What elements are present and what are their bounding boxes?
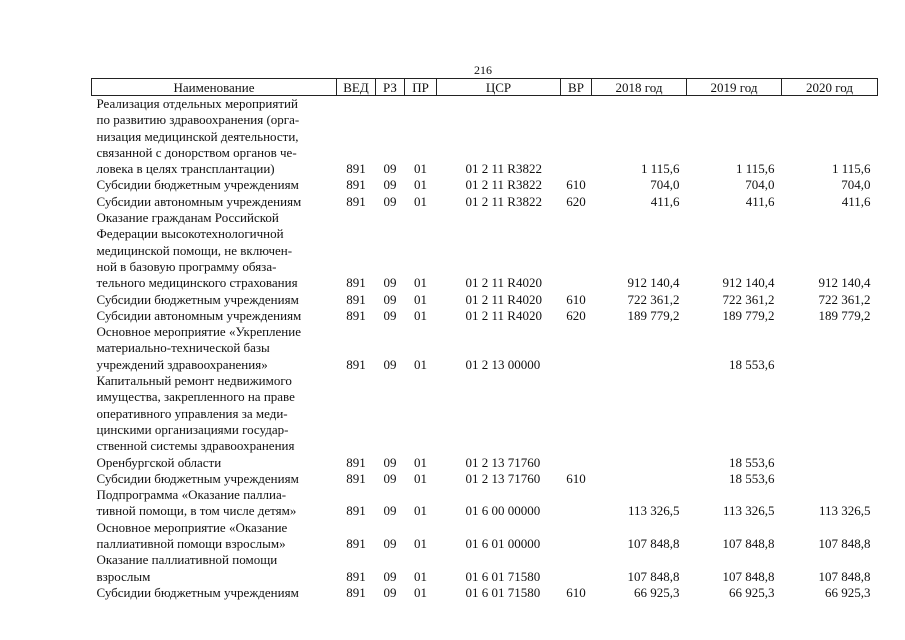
amount-2019-cell: 107 848,8 [722,568,775,584]
amount-2018-cell: 113 326,5 [627,503,680,519]
row-name-cell [92,552,337,585]
amount-2018-cell: 1 115,6 [640,161,680,177]
row-name-cell [92,96,337,178]
header-ved: ВЕД [337,79,376,96]
row-name-cell [92,308,337,324]
pr-cell: 01 [414,470,427,486]
amount-2020-cell: 107 848,8 [818,536,871,552]
header-2019: 2019 год [687,79,782,96]
amount-2018-cell: 411,6 [650,193,680,209]
table-body [92,96,878,602]
rz-cell: 09 [383,536,397,552]
ved-cell: 891 [346,454,366,470]
pr-cell: 01 [414,291,427,307]
ved-cell: 891 [346,503,366,519]
amount-2019-cell: 18 553,6 [729,470,775,486]
amount-2018-cell: 189 779,2 [627,307,680,323]
vr-cell [561,210,592,291]
ved-cell: 891 [346,307,366,323]
pr-cell: 01 [414,307,427,323]
amount-2018-cell [592,324,687,373]
rz-cell: 09 [383,177,397,193]
vr-cell [561,324,592,373]
amount-2019-cell: 18 553,6 [729,356,775,372]
table-header-row [92,79,878,96]
page-number: 216 [474,63,492,77]
header-csr: ЦСР [437,79,561,96]
row-name-cell [92,373,337,471]
row-name-line: Федерации высокотехнологичной [96,226,284,242]
row-name-cell [92,194,337,210]
amount-2020-cell: 189 779,2 [818,307,871,323]
csr-cell: 01 2 13 00000 [465,356,541,372]
rz-cell: 09 [383,275,397,291]
pr-cell: 01 [414,275,427,291]
vr-cell: 610 [566,291,586,307]
amount-2020-cell: 107 848,8 [818,568,871,584]
csr-cell: 01 2 11 R4020 [465,275,542,291]
row-name-cell [92,520,337,553]
row-name-line: учреждений здравоохранения» [96,356,268,372]
amount-2019-cell: 113 326,5 [722,503,775,519]
rz-cell: 09 [383,568,397,584]
header-rz: РЗ [376,79,405,96]
row-name-cell [92,177,337,193]
table-row [92,96,878,178]
row-name-line: Субсидии автономным учреждениям [96,193,302,209]
amount-2020-cell: 411,6 [841,193,871,209]
budget-table [91,78,878,601]
row-name-cell [92,585,337,601]
row-name-line: взрослым [96,568,151,584]
amount-2018-cell: 704,0 [650,177,680,193]
row-name-line: связанной с донорством органов че- [96,144,297,160]
amount-2020-cell [782,373,878,471]
row-name-line: Реализация отдельных мероприятий [96,96,298,111]
row-name-cell [92,210,337,291]
row-name-line: оперативного управления за меди- [96,405,288,421]
ved-cell: 891 [346,193,366,209]
amount-2018-cell: 66 925,3 [634,584,680,600]
vr-cell [561,520,592,553]
pr-cell: 01 [414,454,427,470]
row-name-line: Основное мероприятие «Оказание [96,519,288,535]
header-vr: ВР [561,79,592,96]
vr-cell: 620 [566,307,586,323]
amount-2020-cell [782,471,878,487]
row-name-line: тельного медицинского страхования [96,275,298,291]
table-row [92,520,878,553]
rz-cell: 09 [383,584,397,600]
row-name-line: Субсидии бюджетным учреждениям [96,584,299,600]
row-name-cell [92,324,337,373]
table-row [92,177,878,193]
row-name-line: ственной системы здравоохранения [96,438,295,454]
amount-2020-cell: 912 140,4 [818,275,871,291]
amount-2019-cell: 1 115,6 [735,161,775,177]
table-row [92,194,878,210]
ved-cell: 891 [346,177,366,193]
pr-cell: 01 [414,584,427,600]
amount-2018-cell [592,471,687,487]
header-2020: 2020 год [782,79,878,96]
ved-cell: 891 [346,584,366,600]
amount-2018-cell: 107 848,8 [627,536,680,552]
row-name-line: Оренбургской области [96,454,222,470]
row-name-cell [92,487,337,520]
header-name: Наименование [92,79,337,96]
row-name-line: Субсидии автономным учреждениям [96,307,302,323]
ved-cell: 891 [346,291,366,307]
table-row [92,373,878,471]
csr-cell: 01 2 13 71760 [465,454,541,470]
row-name-line: Капитальный ремонт недвижимого [96,373,292,389]
vr-cell: 620 [566,193,586,209]
row-name-line: паллиативной помощи взрослым» [96,536,286,552]
amount-2020-cell: 113 326,5 [818,503,871,519]
csr-cell: 01 2 11 R4020 [465,307,542,323]
amount-2018-cell: 722 361,2 [627,291,680,307]
table-row [92,487,878,520]
csr-cell: 01 2 13 71760 [465,470,541,486]
vr-cell [561,373,592,471]
row-name-line: Оказание паллиативной помощи [96,552,278,568]
rz-cell: 09 [383,470,397,486]
row-name-line: тивной помощи, в том числе детям» [96,503,297,519]
rz-cell: 09 [383,307,397,323]
csr-cell: 01 6 01 00000 [465,536,541,552]
table-row [92,308,878,324]
table-row [92,585,878,601]
pr-cell: 01 [414,503,427,519]
ved-cell: 891 [346,568,366,584]
amount-2019-cell: 189 779,2 [722,307,775,323]
table-row [92,552,878,585]
pr-cell: 01 [414,177,427,193]
ved-cell: 891 [346,356,366,372]
vr-cell [561,96,592,178]
row-name-line: по развитию здравоохранения (орга- [96,112,300,128]
rz-cell: 09 [383,356,397,372]
amount-2019-cell: 704,0 [745,177,775,193]
pr-cell: 01 [414,193,427,209]
amount-2019-cell: 66 925,3 [729,584,775,600]
row-name-cell [92,292,337,308]
row-name-line: низация медицинской деятельности, [96,128,299,144]
row-name-line: Субсидии бюджетным учреждениям [96,291,299,307]
amount-2018-cell: 107 848,8 [627,568,680,584]
amount-2019-cell: 107 848,8 [722,536,775,552]
amount-2020-cell [782,324,878,373]
row-name-line: Субсидии бюджетным учреждениям [96,177,299,193]
rz-cell: 09 [383,193,397,209]
ved-cell: 891 [346,470,366,486]
table-row [92,210,878,291]
row-name-line: имущества, закрепленного на праве [96,389,295,405]
ved-cell: 891 [346,275,366,291]
table-row [92,471,878,487]
vr-cell [561,487,592,520]
row-name-cell [92,471,337,487]
header-2018: 2018 год [592,79,687,96]
table-row [92,292,878,308]
pr-cell: 01 [414,568,427,584]
csr-cell: 01 2 11 R3822 [465,177,542,193]
csr-cell: 01 2 11 R3822 [465,161,542,177]
ved-cell: 891 [346,161,366,177]
amount-2019-cell: 912 140,4 [722,275,775,291]
row-name-line: ловека в целях трансплантации) [96,161,275,177]
amount-2020-cell: 722 361,2 [818,291,871,307]
ved-cell: 891 [346,536,366,552]
row-name-line: Оказание гражданам Российской [96,210,279,226]
csr-cell: 01 6 00 00000 [465,503,541,519]
header-pr: ПР [405,79,437,96]
pr-cell: 01 [414,536,427,552]
amount-2019-cell: 722 361,2 [722,291,775,307]
vr-cell: 610 [566,470,586,486]
amount-2018-cell [592,373,687,471]
rz-cell: 09 [383,503,397,519]
csr-cell: 01 2 11 R3822 [465,193,542,209]
csr-cell: 01 6 01 71580 [465,584,541,600]
pr-cell: 01 [414,356,427,372]
row-name-line: материально-технической базы [96,340,270,356]
vr-cell [561,552,592,585]
rz-cell: 09 [383,161,397,177]
row-name-line: медицинской помощи, не включен- [96,242,293,258]
rz-cell: 09 [383,454,397,470]
amount-2019-cell: 411,6 [745,193,775,209]
row-name-line: Подпрограмма «Оказание паллиа- [96,487,287,503]
amount-2020-cell: 66 925,3 [825,584,871,600]
pr-cell: 01 [414,161,427,177]
row-name-line: Основное мероприятие «Укрепление [96,324,301,340]
rz-cell: 09 [383,291,397,307]
amount-2018-cell: 912 140,4 [627,275,680,291]
row-name-line: цинскими организациями государ- [96,421,289,437]
vr-cell: 610 [566,177,586,193]
vr-cell: 610 [566,584,586,600]
row-name-line: ной в базовую программу обяза- [96,258,277,274]
csr-cell: 01 6 01 71580 [465,568,541,584]
amount-2020-cell: 704,0 [841,177,871,193]
csr-cell: 01 2 11 R4020 [465,291,542,307]
amount-2019-cell: 18 553,6 [729,454,775,470]
table-row [92,324,878,373]
row-name-line: Субсидии бюджетным учреждениям [96,470,299,486]
amount-2020-cell: 1 115,6 [831,161,871,177]
